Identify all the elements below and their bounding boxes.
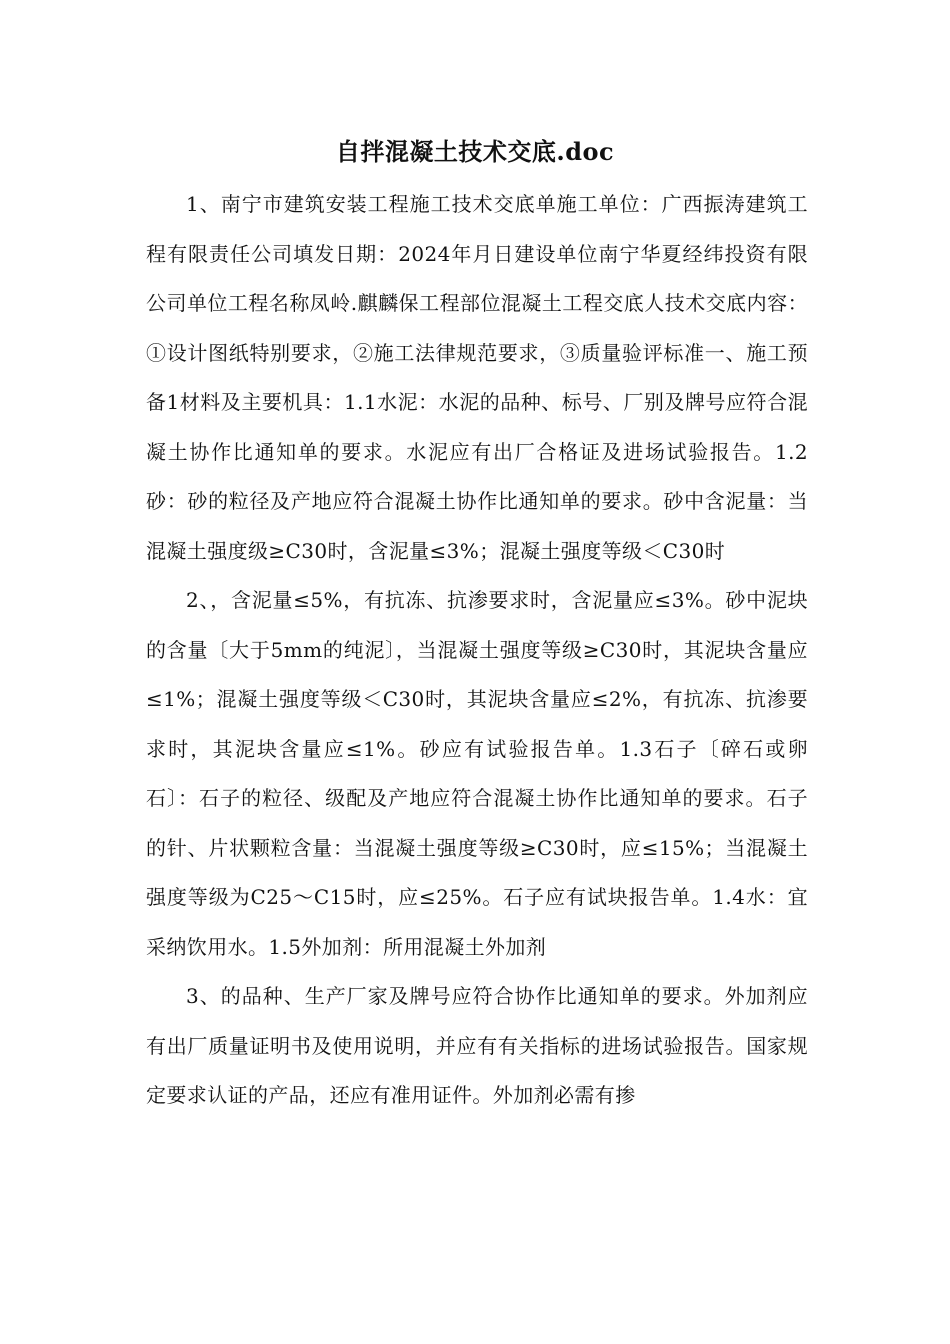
paragraph-1: 1、南宁市建筑安装工程施工技术交底单施工单位：广西振涛建筑工程有限责任公司填发日期：2024年月日建设单位南宁华夏经纬投资有限公司单位工程名称凤岭.麒麟保工程部位混凝土工程交底人技术交底内容：①设计图纸特别要求，②施工法律规范要求，③质量验评标准一、施工预备1材料及主要机具：1.1水泥：水泥的品种、标号、厂别及牌号应符合混凝土协作比通知单的要求。水泥应有出厂合格证及进场试验报告。1.2砂：砂的粒径及产地应符合混凝土协作比通知单的要求。砂中含泥量：当混凝土强度级≥C30时，含泥量≤3%；混凝土强度等级＜C30时 <box>146 192 808 563</box>
paragraph-3: 3、的品种、生产厂家及牌号应符合协作比通知单的要求。外加剂应有出厂质量证明书及使用说明，并应有有关指标的进场试验报告。国家规定要求认证的产品，还应有准用证件。外加剂必需有掺 <box>146 984 808 1107</box>
document-title: 自拌混凝土技术交底.doc <box>335 137 615 166</box>
paragraph-2: 2、，含泥量≤5%，有抗冻、抗渗要求时，含泥量应≤3%。砂中泥块的含量〔大于5mm的纯泥〕，当混凝土强度等级≥C30时，其泥块含量应≤1%；混凝土强度等级＜C30时，其泥块含量应≤2%，有抗冻、抗渗要求时，其泥块含量应≤1%。砂应有试验报告单。1.3石子〔碎石或卵石〕：石子的粒径、级配及产地应符合混凝土协作比通知单的要求。石子的针、片状颗粒含量：当混凝土强度等级≥C30时，应≤15%；当混凝土强度等级为C25～C15时，应≤25%。石子应有试块报告单。1.4水：宜采纳饮用水。1.5外加剂：所用混凝土外加剂 <box>146 588 808 959</box>
document-body <box>146 180 808 1121</box>
